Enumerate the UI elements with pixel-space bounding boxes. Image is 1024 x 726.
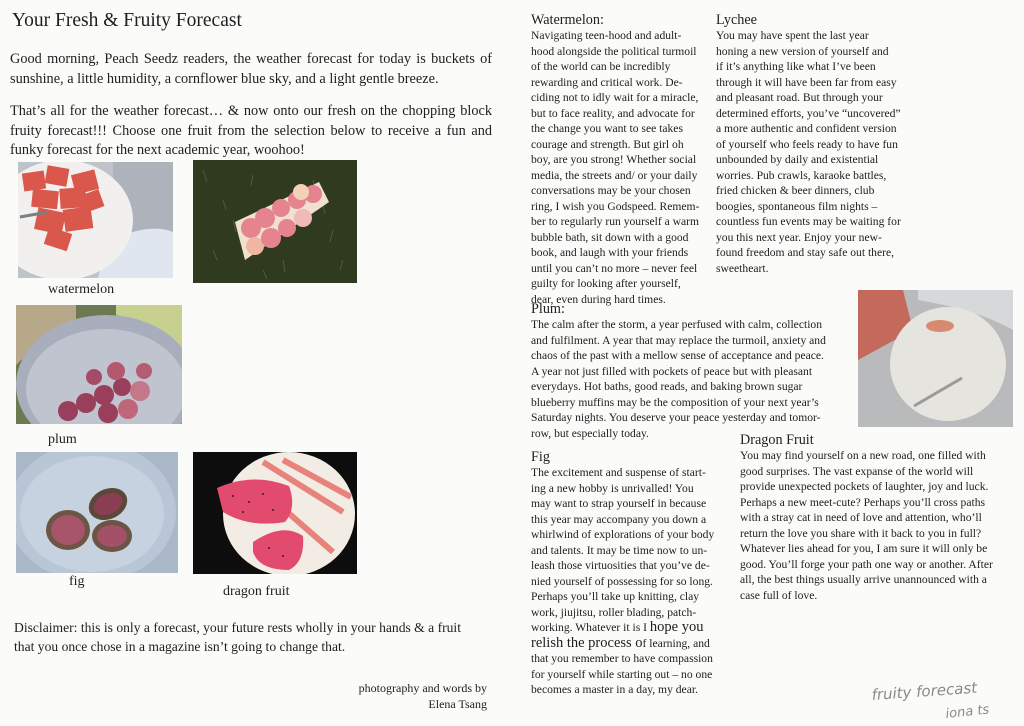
plum-photo [16,305,182,424]
forecast-line: Navigating teen-hood and adult- [531,29,682,42]
empty-plate-photo [858,290,1013,427]
forecast-body-plum [531,317,851,441]
fig-caption: fig [69,574,85,589]
forecast-line: all, the best things usually arrive unannounced with a [740,573,987,586]
forecast-line: Perhaps you’ll take up knitting, clay [531,590,700,603]
forecast-line: You may find yourself on a new road, one filled with [740,449,986,462]
forecast-dragon-fruit [740,432,1022,603]
forecast-line: you this next year. Enjoy your new- [716,230,882,244]
forecast-line: courage and strength. But girl oh [531,137,684,151]
forecast-line: determined efforts, you’ve “uncovered” [716,106,901,120]
forecast-line: conversations may be your chosen [531,184,691,197]
forecast-line: chaos of the past with a mellow sense of acceptance and peace. [531,349,824,362]
forecast-line: Whatever lies ahead for you, I am sure it will only be [740,542,988,555]
forecast-line: of the world can be incredibly [531,60,671,73]
dragon-fruit-caption: dragon fruit [223,584,290,599]
credit [359,680,487,712]
handwritten-line-2: iona ts [944,702,990,722]
forecast-body-fig [531,465,736,620]
forecast-line: but to face reality, and advocate for [531,106,695,120]
forecast-line: rewarding and critical work. De- [531,75,683,89]
forecast-fig-line-mixed-a: working. Whatever it is I hope you [531,619,704,635]
forecast-line: dear, even during hard times. [531,292,666,306]
forecast-line: honing a new version of yourself and [716,44,889,58]
forecast-line: nied yourself of possessing for so long. [531,574,713,588]
forecast-line: sweetheart. [716,261,769,275]
forecast-line: the change you want to see takes [531,122,683,135]
forecast-line: found freedom and stay safe out there, [716,246,895,259]
forecast-line: boy, are you strong! Whether social [531,153,697,166]
forecast-line: and talents. It may be time now to un- [531,543,708,557]
dragon-fruit-photo [193,452,357,574]
forecast-fig [531,449,736,698]
forecast-line: becomes a master in a day, my dear. [531,683,698,696]
forecast-line: You may have spent the last year [716,29,869,42]
forecast-line: media, the streets and/ or your daily [531,168,698,182]
forecast-line: work, jiujitsu, roller blading, patch- [531,605,697,619]
forecast-line: countless fun events may be waiting for [716,215,901,228]
forecast-heading-watermelon: Watermelon: [531,12,604,28]
forecast-fig-line-mixed-b: relish the process of learning, and [531,634,710,651]
forecast-line: row, but especially today. [531,426,649,440]
forecast-line: Saturday nights. You deserve your peace yesterday and tomor- [531,411,821,424]
forecast-line: ring, I wish you Godspeed. Remem- [531,199,700,213]
forecast-line: ing a new hobby is unrivalled! You [531,481,694,495]
forecast-heading-plum: Plum: [531,301,565,317]
forecast-line: that you remember to have compassion [531,652,713,665]
forecast-line: A year not just filled with pockets of peace but with pleasant [531,364,813,378]
forecast-line: a more authentic and confident version [716,122,897,135]
forecast-line: ciding not to idly wait for a miracle, [531,91,699,104]
plum-caption: plum [48,432,77,447]
forecast-line: worries. Pub crawls, karaoke battles, [716,168,887,182]
forecast-line: fried chicken & beer dinners, club [716,184,875,197]
forecast-line: boogies, spontaneous film nights – [716,199,878,213]
handwritten-note [866,676,1016,722]
forecast-line: The calm after the storm, a year perfused with calm, collection [531,318,823,331]
forecast-line: may want to strap yourself in because [531,497,707,510]
forecast-line: and pleasant road. But through your [716,91,883,104]
forecast-line: return the love you share with it back to you in full? [740,526,982,540]
forecast-lychee [716,12,921,276]
forecast-line: everydays. Hot baths, good reads, and baking brown sugar [531,380,803,393]
forecast-line: hood alongside the political turmoil [531,44,697,58]
forecast-line: case full of love. [740,588,818,602]
lychee-photo [193,160,357,283]
watermelon-caption: watermelon [48,282,115,297]
forecast-line: if it’s anything like what I’ve been [716,60,876,73]
disclaimer: Disclaimer: this is only a forecast, your future rests wholly in your hands & a fruit that you once chose in a magazine isn’t going to change that. [14,620,461,654]
intro-fruity: That’s all for the weather forecast… & now onto our fresh on the chopping block fruity forecast!!! Choose one fruit from the selection below to receive a fun and funky forecast for the next academic year, woohoo! [10,103,492,158]
forecast-line: book, and laugh with your friends [531,246,689,259]
forecast-line: leash those virtuosities that you’ve de- [531,559,710,572]
forecast-line: with a stray cat in need of love and attention, who’ll [740,511,982,524]
forecast-heading-dragon-fruit: Dragon Fruit [740,432,814,448]
forecast-line: for yourself while starting out – no one [531,667,713,681]
credit-author: Elena Tsang [428,697,487,711]
forecast-line: good. You’ll forge your path one way or another. After [740,557,993,571]
forecast-watermelon [531,12,711,307]
forecast-line: through it will have been far from easy [716,75,897,89]
handwritten-line-1: fruity forecast [871,678,978,704]
forecast-line: The excitement and suspense of start- [531,466,706,479]
forecast-body-lychee [716,28,921,276]
forecast-body-fig-tail [531,651,736,698]
page-title: Your Fresh & Fruity Forecast [12,10,242,31]
forecast-line: this year may accompany you down a [531,512,707,526]
forecast-line: blueberry muffins may be the composition of your next year’s [531,395,819,409]
forecast-plum [531,301,851,441]
fig-photo [16,452,178,573]
forecast-line: whirlwind of explorations of your body [531,528,715,541]
forecast-body-dragon-fruit [740,448,1022,603]
forecast-line: Perhaps a new meet-cute? Perhaps you’ll cross paths [740,495,986,509]
forecast-line: good surprises. The vast expanse of the world will [740,464,974,478]
credit-line-1: photography and words by [358,681,487,695]
watermelon-photo [18,162,173,278]
forecast-line: and fulfilment. A year that may replace the turmoil, anxiety and [531,333,826,347]
forecast-body-watermelon [531,28,711,307]
forecast-line: until you can’t no more – never feel [531,261,698,275]
forecast-line: ber to regularly run yourself a warm [531,215,700,228]
forecast-line: provide unexpected pockets of laughter, joy and luck. [740,480,989,493]
forecast-heading-fig: Fig [531,449,550,465]
forecast-line: unbounded by daily and existential [716,153,879,166]
intro-weather: Good morning, Peach Seedz readers, the weather forecast for today is buckets of sunshine, a little humidity, a cornflower blue sky, and a light gentle breeze. [10,51,492,87]
forecast-line: bubble bath, sit down with a good [531,230,689,244]
forecast-line: of yourself who feels ready to have fun [716,137,898,151]
handwritten-note-drawing [866,676,1016,722]
forecast-line: guilty for looking after yourself, [531,277,681,290]
forecast-heading-lychee: Lychee [716,12,757,28]
